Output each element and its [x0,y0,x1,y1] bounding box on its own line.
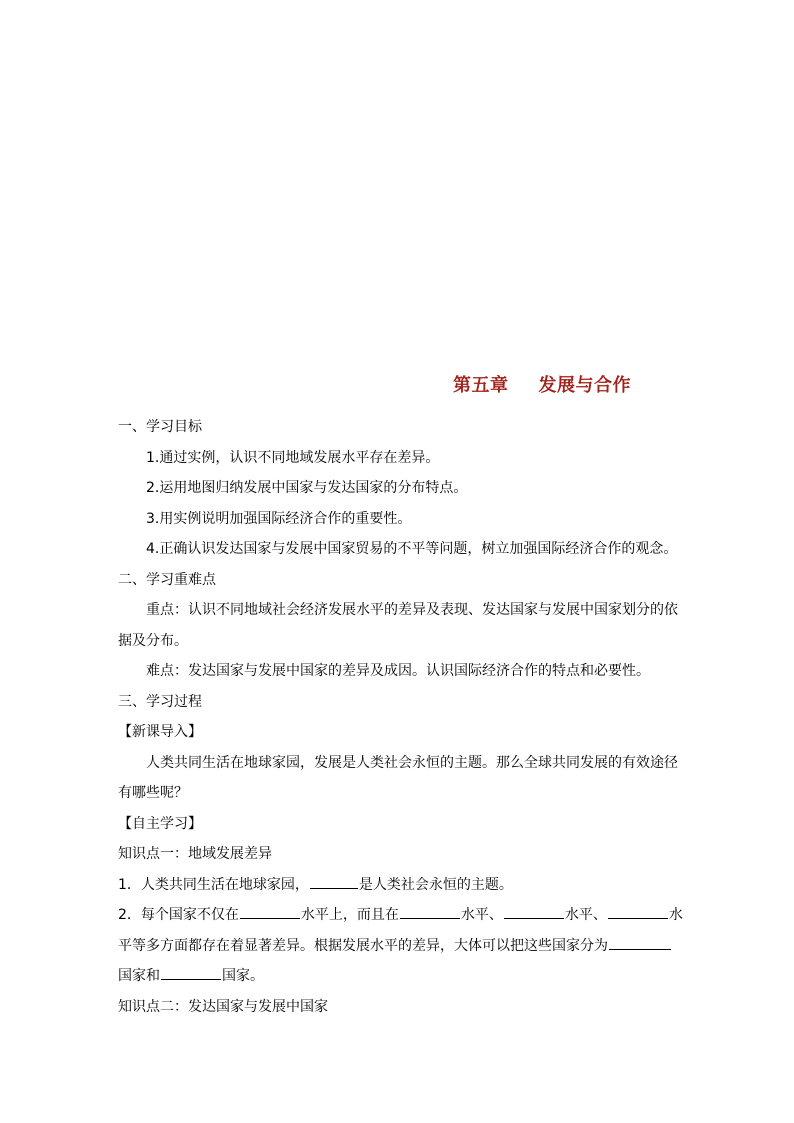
chapter-name: 发展与合作 [538,375,631,396]
objective-item-2: 2.运用地图归纳发展中国家与发达国家的分布特点。 [146,480,468,496]
question-1-prefix: 1．人类共同生活在地球家园， [118,876,309,893]
fill-blank[interactable] [609,935,671,950]
question-2-text: 国家和 [118,968,160,984]
question-2-text: 水平、 [564,907,607,923]
knowledge-point-1-heading: 知识点一：地域发展差异 [118,846,272,862]
question-2-line-1 [118,900,683,931]
fill-blank[interactable] [504,904,564,919]
question-2-text: 国家。 [222,968,264,984]
question-2-text: 2．每个国家不仅在 [118,907,239,923]
objective-item-3: 3.用实例说明加强国际经济合作的重要性。 [146,510,412,527]
intro-label: 【新课导入】 [118,724,202,740]
key-point-paragraph: 重点：认识不同地域社会经济发展水平的差异及表现、发达国家与发展中国家划分的依据及分布。 [118,602,678,649]
question-1-suffix: 是人类社会永恒的主题。 [358,876,513,893]
objective-item-4: 4.正确认识发达国家与发展中国家贸易的不平等问题，树立加强国际经济合作的观念。 [146,541,678,557]
question-2-text: 平等多方面都存在着显著差异。根据发展水平的差异，大体可以把这些国家分为 [118,937,608,954]
section-heading-objectives: 一、学习目标 [118,419,202,435]
question-2-line-2 [118,931,678,962]
document-page [118,372,683,1022]
fill-blank[interactable] [161,965,221,980]
fill-blank[interactable] [240,904,300,919]
fill-blank[interactable] [400,904,460,919]
fill-blank[interactable] [608,904,668,919]
question-2-text: 水平、 [460,907,503,923]
fill-blank[interactable] [310,874,358,889]
question-2-line-3 [118,961,678,992]
section-heading-process: 三、学习过程 [118,693,202,710]
question-2-text: 水 [668,907,683,923]
knowledge-point-2-heading: 知识点二：发达国家与发展中国家 [118,998,328,1015]
objective-item-1: 1.通过实例，认识不同地域发展水平存在差异。 [146,449,440,466]
self-study-label: 【自主学习】 [118,815,202,832]
question-2-text: 水平上，而且在 [300,907,399,923]
intro-paragraph: 人类共同生活在地球家园，发展是人类社会永恒的主题。那么全球共同发展的有效途径有哪些呢？ [118,754,678,801]
chapter-number: 第五章 [453,375,509,396]
chapter-title [453,372,678,400]
section-heading-key-difficult: 二、学习重难点 [118,571,216,588]
question-1 [118,870,678,901]
difficulty-paragraph: 难点：发达国家与发展中国家的差异及成因。认识国际经济合作的特点和必要性。 [146,663,650,679]
